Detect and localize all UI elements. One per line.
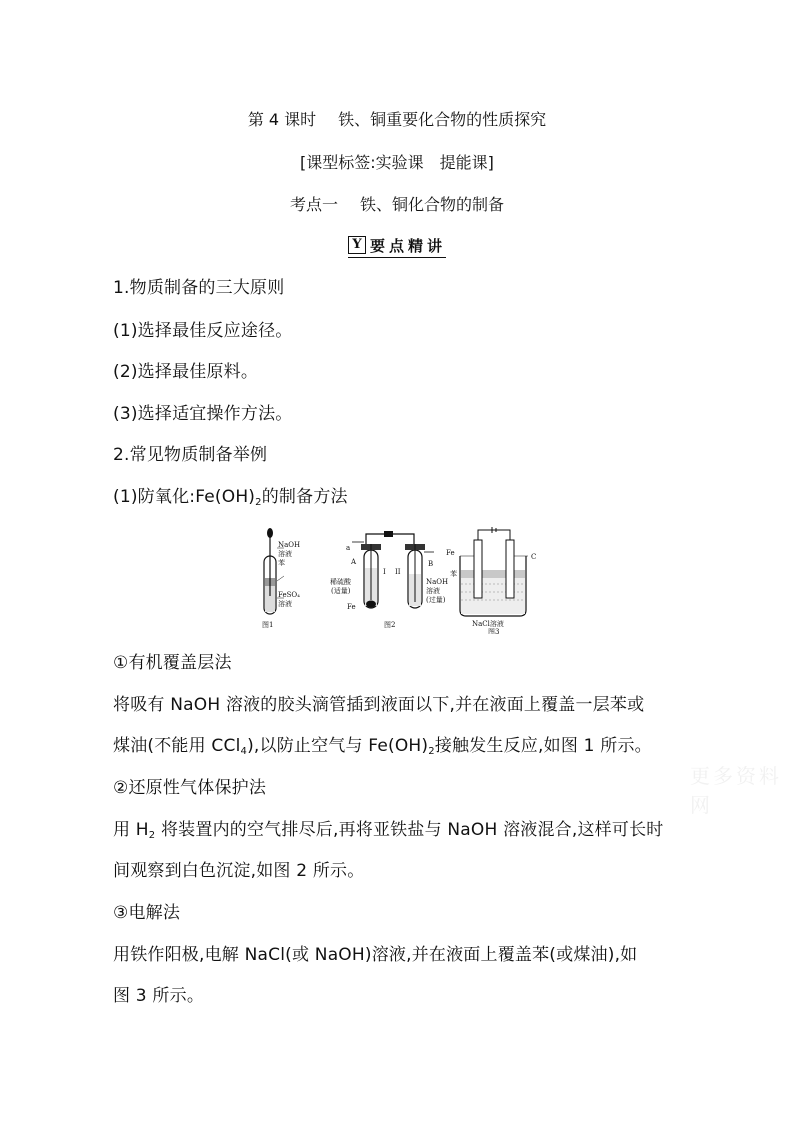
fig3-c-label: C (531, 553, 537, 561)
fig2-solution-label: 溶液 (426, 587, 440, 595)
fig3-benzene-label: 苯 (450, 570, 457, 578)
lesson-number: 第 4 课时 (247, 110, 317, 129)
fig1-solution-label: 溶液 (278, 550, 292, 558)
fig2-II-label: II (395, 568, 401, 576)
method-3-heading: ③电解法 (113, 903, 181, 923)
fig1-solution2-label: 溶液 (278, 600, 292, 608)
fig1-feso4-label: FeSO₄ (278, 591, 300, 599)
method-1-text-line-1: 将吸有 NaOH 溶液的胶头滴管插到液面以下,并在液面上覆盖一层苯或 (113, 695, 645, 715)
fig3-caption: 图3 (488, 628, 500, 634)
y-icon: Y (348, 236, 366, 254)
antioxidation-heading: (1)防氧化$:Fe(OH)_2$的制备方法 (113, 487, 348, 508)
fig1-benzene-label: 苯 (278, 559, 285, 567)
examples-heading: 2.常见物质制备举例 (113, 445, 268, 465)
fig3-fe-label: Fe (446, 549, 455, 557)
method-3-text-line-1: 用铁作阳极,电解 NaCl(或 NaOH)溶液,并在液面上覆盖苯(或煤油),如 (113, 945, 638, 965)
method-2-heading: ②还原性气体保护法 (113, 778, 267, 798)
section-topic: 铁、铜化合物的制备 (360, 195, 505, 214)
lesson-title (0, 107, 794, 130)
fig2-a-label: a (346, 544, 351, 552)
figure-2 (330, 531, 448, 629)
method-3-text-line-2: 图 3 所示。 (113, 986, 205, 1006)
fig2-I-label: I (383, 568, 386, 576)
fig1-caption: 图1 (262, 621, 274, 629)
watermark: 更多资料网 (690, 764, 782, 817)
principle-2: (2)选择最佳原料。 (113, 362, 259, 382)
figure-1 (262, 528, 300, 629)
key-points-badge (0, 234, 794, 258)
apparatus-figure (248, 526, 548, 634)
figure-3 (446, 527, 536, 634)
method-1-heading: ①有机覆盖层法 (113, 653, 232, 673)
method-1-text-line-2: 煤油(不能用 CCl$_4$),以防止空气与 $Fe(OH)_2$接触发生反应,如图 1 所示。 (113, 736, 652, 757)
fig2-naoh-label: NaOH (426, 578, 449, 586)
fig3-nacl-label: NaCl溶液 (472, 620, 504, 628)
fig2-B-label: B (428, 560, 434, 568)
method-2-text-line-2: 间观察到白色沉淀,如图 2 所示。 (113, 861, 365, 881)
fig2-A-label: A (351, 558, 357, 566)
lesson-topic: 铁、铜重要化合物的性质探究 (338, 110, 547, 129)
section-heading (0, 192, 794, 215)
fig2-fe-label: Fe (347, 603, 356, 611)
principle-1: (1)选择最佳反应途径。 (113, 321, 293, 341)
principle-3: (3)选择适宜操作方法。 (113, 404, 293, 424)
lesson-tag: [课型标签:实验课 提能课] (300, 153, 494, 172)
fig2-caption: 图2 (384, 621, 396, 629)
fig2-acid-label: 稀硫酸 (330, 578, 351, 586)
principles-heading: 1.物质制备的三大原则 (113, 278, 285, 298)
fig1-naoh-label: NaOH (278, 541, 301, 549)
fig2-excess1-label: (适量) (331, 587, 351, 595)
section-number: 考点一 (289, 195, 338, 214)
method-2-text-line-1: 用 $H_2$ 将装置内的空气排尽后,再将亚铁盐与 NaOH 溶液混合,这样可长时 (113, 820, 664, 841)
fig2-excess2-label: (过量) (426, 596, 446, 604)
badge-label: 要点精讲 (369, 236, 446, 255)
